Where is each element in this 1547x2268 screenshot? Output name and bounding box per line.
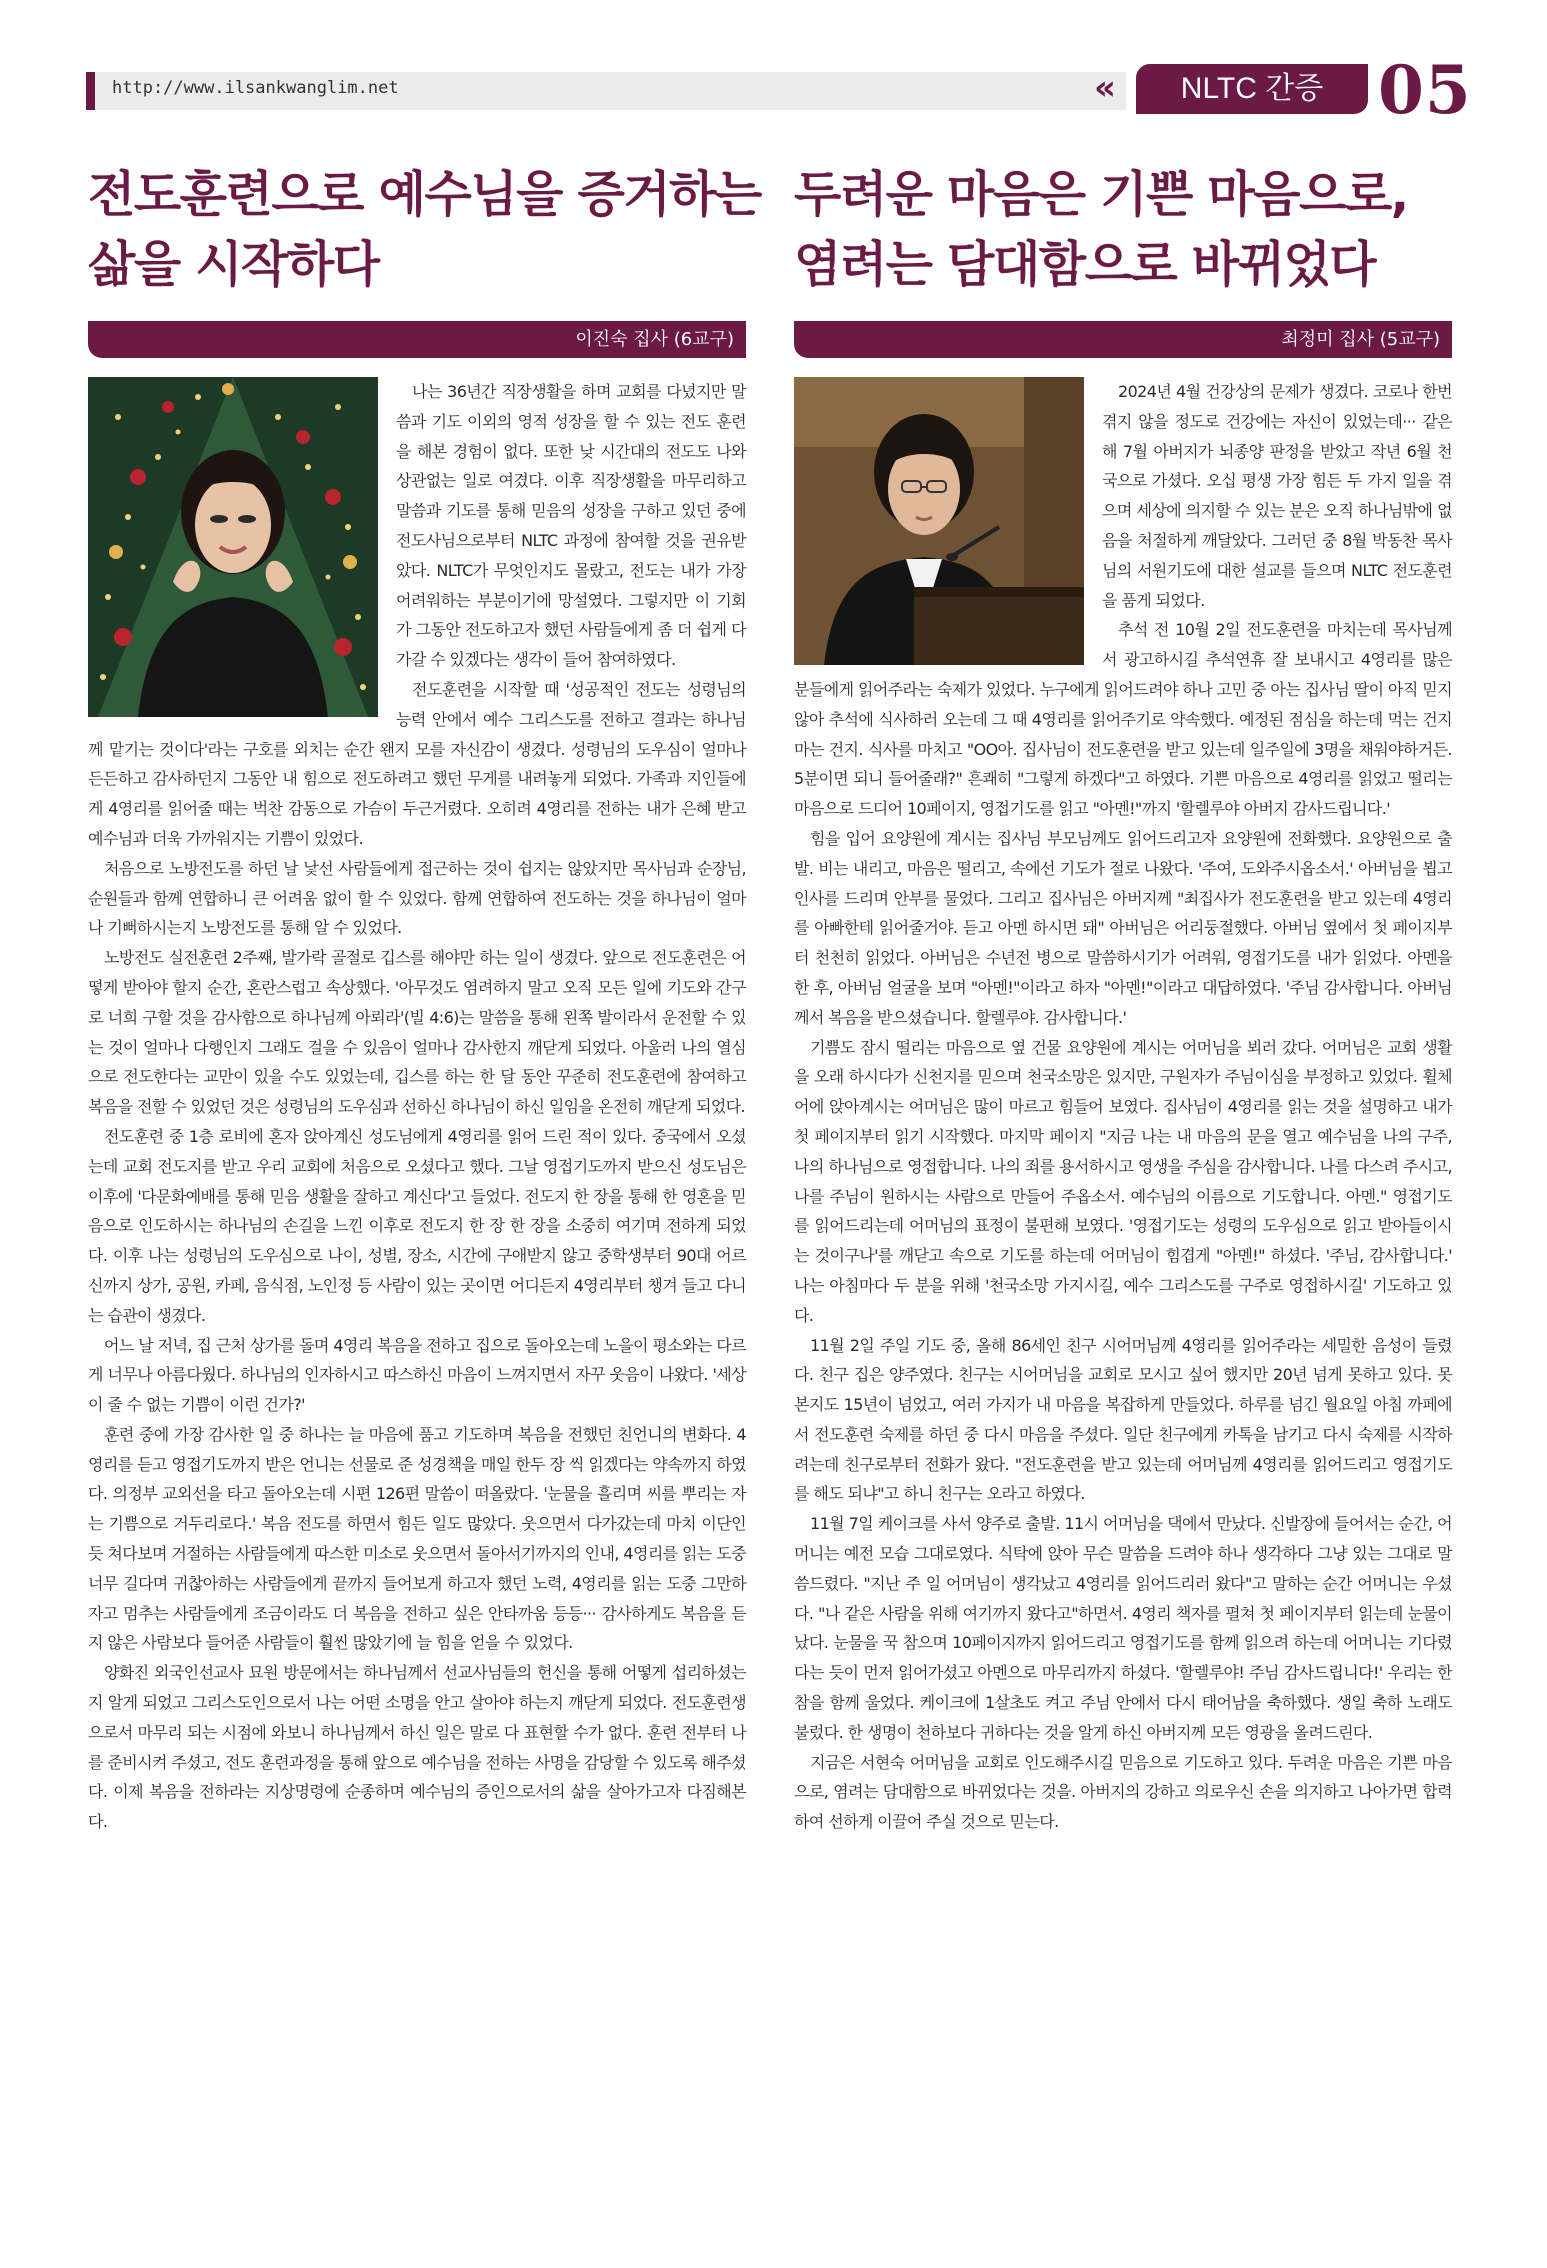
left-article-title bbox=[88, 160, 761, 308]
left-paragraph: 어느 날 저녁, 집 근처 상가를 돌며 4영리 복음을 전하고 집으로 돌아오는데 노을이 평소와는 다르게 너무나 아름다웠다. 하나님의 인자하시고 따스하신 마음이 느껴지면서 자꾸 웃음이 나왔다. '세상이 줄 수 없는 기쁨이 이런 건가?' bbox=[88, 1335, 746, 1415]
right-title-line-2: 염려는 담대함으로 바뀌었다 bbox=[794, 236, 1376, 293]
double-chevron-left-icon: « bbox=[1094, 68, 1116, 108]
right-article-byline: 최정미 집사 (5교구) bbox=[794, 321, 1452, 358]
right-paragraph: 11월 7일 케이크를 사서 양주로 출발. 11시 어머님을 댁에서 만났다. 신발장에 들어서는 순간, 어머니는 예전 모습 그대로였다. 식탁에 앉아 무슨 말씀을 드려야 하나 생각하다 그냥 있는 그대로 말씀드렸다. "지난 주 일 어머님이 생각났고 4영리를 읽어드리러 왔다"고 말하는 순간 어머니는 우셨다. "나 같은 사람을 위해 여기까지 왔다고"하면서. 4영리 책자를 펼쳐 첫 페이지부터 읽는데 눈물이 났다. 눈물을 꾹 참으며 10페이지까지 읽어드리고 영접기도를 함께 읽으려 하는데 어머니는 기다렸다는 듯이 먼저 읽어가셨고 아멘으로 마무리까지 하셨다. '할렐루야! 주님 감사드립니다!' 우리는 한참을 함께 울었다. 케이크에 1살초도 켜고 주님 안에서 다시 태어남을 축하했다. 생일 축하 노래도 불렀다. 한 생명이 천하보다 귀하다는 것을 알게 하신 아버지께 모든 영광을 올려드린다. bbox=[794, 1514, 1452, 1742]
left-paragraph: 훈련 중에 가장 감사한 일 중 하나는 늘 마음에 품고 기도하며 복음을 전했던 친언니의 변화다. 4영리를 듣고 영접기도까지 받은 언니는 선물로 준 성경책을 매일 한두 장 씩 읽겠다는 약속까지 하였다. 의정부 교외선을 타고 돌아오는데 시편 126편 말씀이 떠올랐다. '눈물을 흘리며 씨를 뿌리는 자는 기쁨으로 거두리로다.' 복음 전도를 하면서 힘든 일도 많았다. 웃으면서 다가갔는데 마치 이단인 듯 쳐다보며 거절하는 사람들에게 따스한 미소로 웃으면서 돌아서기까지의 인내, 4영리를 읽는 도중 너무 길다며 귀찮아하는 사람들에게 끝까지 들어보게 하고자 했던 노력, 4영리를 읽는 도중 그만하자고 멈추는 사람들에게 조금이라도 더 복음을 전하고 싶은 안타까움 등등··· 감사하게도 복음을 듣지 않은 사람보다 들어준 사람들이 훨씬 많았기에 늘 힘을 얻을 수 있었다. bbox=[88, 1424, 746, 1653]
woman-podium-microphone-photo bbox=[794, 377, 1084, 665]
right-article-title bbox=[794, 160, 1452, 308]
right-title-line-1: 두려운 마음은 기쁜 마음으로, bbox=[794, 166, 1408, 223]
right-paragraph: 지금은 서현숙 어머님을 교회로 인도해주시길 믿음으로 기도하고 있다. 두려운 마음은 기쁜 마음으로, 염려는 담대함으로 바뀌었다는 것을. 아버지의 강하고 의로우신 손을 의지하고 나아가면 합력하여 선하게 이끌어 주실 것으로 믿는다. bbox=[794, 1752, 1452, 1832]
website-url[interactable]: http://www.ilsankwanglim.net bbox=[112, 78, 399, 98]
right-article bbox=[794, 160, 1452, 1837]
page-header bbox=[0, 0, 1547, 130]
page-number: 05 bbox=[1378, 51, 1472, 129]
left-paragraph: 노방전도 실전훈련 2주째, 발가락 골절로 깁스를 해야만 하는 일이 생겼다. 앞으로 전도훈련은 어떻게 받아야 할지 순간, 혼란스럽고 속상했다. '아무것도 염려하지 말고 오직 모든 일에 기도와 간구로 너희 구할 것을 감사함으로 하나님께 아뢰라'(빌 4:6)는 말씀을 통해 왼쪽 발이라서 운전할 수 있는 것이 얼마나 다행인지 그래도 걸을 수 있음이 얼마나 감사한지 깨닫게 되었다. 아울러 나의 열심으로 전도한다는 교만이 있을 수도 있었는데, 깁스를 하는 한 달 동안 꾸준히 전도훈련에 참여하고 복음을 전할 수 있었던 것은 성령님의 도우심과 선하신 하나님이 하신 일임을 온전히 깨닫게 되었다. bbox=[88, 948, 746, 1117]
left-paragraph: 전도훈련을 시작할 때 '성공적인 전도는 성령님의 능력 안에서 예수 그리스도를 전하고 결과는 하나님께 맡기는 것이다'라는 구호를 외치는 순간 왠지 모를 자신감이 생겼다. 성령님의 도우심이 얼마나 든든하고 감사하던지 그동안 내 힘으로 전도하려고 했던 무게를 내려놓게 되었다. 가족과 지인들에게 4영리를 읽어줄 때는 벅찬 감동으로 가슴이 두근거렸다. 오히려 4영리를 전하는 내가 은혜 받고 예수님과 더욱 가까워지는 기쁨이 있었다. bbox=[88, 679, 746, 848]
left-paragraph: 나는 36년간 직장생활을 하며 교회를 다녔지만 말씀과 기도 이외의 영적 성장을 할 수 있는 전도 훈련을 해본 경험이 없다. 또한 낮 시간대의 전도도 나와 상관없는 일로 여겼다. 이후 직장생활을 마무리하고 말씀과 기도를 통해 믿음의 성장을 구하고 있던 중에 전도사님으로부터 NLTC 과정에 참여할 것을 권유받았다. NLTC가 무엇인지도 몰랐고, 전도는 내가 가장 어려워하는 부분이기에 망설였다. 그렇지만 이 기회가 그동안 전도하고자 했던 사람들에게 좀 더 쉽게 다가갈 수 있겠다는 생각이 들어 참여하였다. bbox=[396, 382, 746, 670]
right-paragraph: 2024년 4월 건강상의 문제가 생겼다. 코로나 한번 겪지 않을 정도로 건강에는 자신이 있었는데··· 같은 해 7월 아버지가 뇌종양 판정을 받았고 작년 6월 천국으로 가셨다. 오십 평생 가장 힘든 두 가지 일을 겪으며 세상에 의지할 수 있는 분은 오직 하나님밖에 없음을 처절하게 깨달았다. 그러던 중 8월 박동찬 목사님의 서원기도에 대한 설교를 들으며 NLTC 전도훈련을 품게 되었다. bbox=[1102, 382, 1452, 610]
right-paragraph: 추석 전 10월 2일 전도훈련을 마치는데 목사님께서 광고하시길 추석연휴 잘 보내시고 4영리를 많은 분들에게 읽어주라는 숙제가 있었다. 누구에게 읽어드려야 하나 고민 중 아는 집사님 딸이 아직 믿지 않아 추석에 식사하러 오는데 그 때 4영리를 읽어주기로 약속했다. 예정된 점심을 하는데 먹는 건지 마는 건지. 식사를 마치고 "OO아. 집사님이 전도훈련을 받고 있는데 일주일에 3명을 채워야하거든. 5분이면 되니 들어줄래?" 흔쾌히 "그렇게 하겠다"고 하였다. 기쁜 마음으로 4영리를 읽었고 떨리는 마음으로 드디어 10페이지, 영접기도를 읽고 "아멘!"까지 '할렐루야 아버지 감사드립니다.' bbox=[794, 620, 1452, 819]
section-label: NLTC 간증 bbox=[1136, 64, 1368, 114]
right-paragraph: 11월 2일 주일 기도 중, 올해 86세인 친구 시어머님께 4영리를 읽어주라는 세밀한 음성이 들렸다. 친구 집은 양주였다. 친구는 시어머님을 교회로 모시고 싶어 했지만 20년 넘게 못하고 있다. 못 본지도 15년이 넘었고, 여러 가지가 내 마음을 복잡하게 만들었다. 하루를 넘긴 월요일 아침 까페에서 전도훈련 숙제를 하던 중 다시 마음을 주셨다. 일단 친구에게 카톡을 남기고 다시 숙제를 시작하려는데 친구로부터 전화가 왔다. "전도훈련을 받고 있는데 어머님께 4영리를 읽어드리고 영접기도를 해도 되냐"고 하니 친구는 오라고 하였다. bbox=[794, 1335, 1452, 1504]
url-bar-accent bbox=[86, 72, 95, 110]
left-title-line-1: 전도훈련으로 예수님을 증거하는 bbox=[88, 166, 761, 223]
right-article-body bbox=[794, 377, 1452, 1837]
left-paragraph: 전도훈련 중 1층 로비에 혼자 앉아계신 성도님에게 4영리를 읽어 드린 적이 있다. 중국에서 오셨는데 교회 전도지를 받고 우리 교회에 처음으로 오셨다고 했다. 그날 영접기도까지 받으신 성도님은 이후에 '다문화예배를 통해 믿음 생활을 잘하고 계신다'고 들었다. 전도지 한 장을 통해 한 영혼을 믿음으로 인도하시는 하나님의 손길을 느낀 이후로 전도지 한 장 한 장을 소중히 여기며 전하게 되었다. 이후 나는 성령님의 도우심으로 나이, 성별, 장소, 시간에 구애받지 않고 중학생부터 90대 어르신까지 상가, 공원, 카페, 음식점, 노인정 등 사람이 있는 곳이면 어디든지 4영리부터 챙겨 들고 다니는 습관이 생겼다. bbox=[88, 1126, 746, 1325]
left-title-line-2: 삶을 시작하다 bbox=[88, 236, 379, 293]
left-article-byline: 이진숙 집사 (6교구) bbox=[88, 321, 746, 358]
right-paragraph: 힘을 입어 요양원에 계시는 집사님 부모님께도 읽어드리고자 요양원에 전화했다. 요양원으로 출발. 비는 내리고, 마음은 떨리고, 속에선 기도가 절로 나왔다. '주여, 도와주시옵소서.' 아버님을 뵙고 인사를 드리며 안부를 물었다. 그리고 집사님은 아버지께 "최집사가 전도훈련을 받고 있는데 4영리를 아빠한테 읽어줄거야. 듣고 아멘 하시면 돼" 아버님은 어리둥절했다. 아버님 옆에서 첫 페이지부터 천천히 읽었다. 아버님은 수년전 병으로 말씀하시기가 어려워, 영접기도를 내가 읽었다. 아멘을 한 후, 아버님 얼굴을 보며 "아멘!"이라고 하자 "아멘!"이라고 대답하였다. '주님 감사합니다. 아버님께서 복음을 받으셨습니다. 할렐루야. 감사합니다.' bbox=[794, 828, 1452, 1027]
left-paragraph: 처음으로 노방전도를 하던 날 낯선 사람들에게 접근하는 것이 쉽지는 않았지만 목사님과 순장님, 순원들과 함께 연합하니 큰 어려움 없이 할 수 있었다. 함께 연합하여 전도하는 것을 하나님이 얼마나 기뻐하시는지 노방전도를 통해 알 수 있었다. bbox=[88, 858, 746, 938]
woman-christmas-tree-photo bbox=[88, 377, 378, 717]
left-article-body bbox=[88, 377, 746, 1837]
left-article bbox=[88, 160, 761, 1837]
left-paragraph: 양화진 외국인선교사 묘원 방문에서는 하나님께서 선교사님들의 헌신을 통해 어떻게 섭리하셨는지 알게 되었고 그리스도인으로서 나는 어떤 소명을 안고 살아야 하는지 깨닫게 되었다. 전도훈련생으로서 마무리 되는 시점에 와보니 하나님께서 하신 일은 말로 다 표현할 수가 없다. 훈련 전부터 나를 준비시켜 주셨고, 전도 훈련과정을 통해 앞으로 예수님을 전하는 사명을 감당할 수 있도록 해주셨다. 이제 복음을 전하라는 지상명령에 순종하며 예수님의 증인으로서의 삶을 살아가고자 다짐해본다. bbox=[88, 1663, 746, 1832]
right-paragraph: 기쁨도 잠시 떨리는 마음으로 옆 건물 요양원에 계시는 어머님을 뵈러 갔다. 어머님은 교회 생활을 오래 하시다가 신천지를 믿으며 천국소망은 있지만, 구원자가 주님이심을 부정하고 있었다. 휠체어에 앉아계시는 어머님은 많이 마르고 힘들어 보였다. 집사님이 4영리를 읽는 것을 설명하고 내가 첫 페이지부터 읽기 시작했다. 마지막 페이지 "지금 나는 내 마음의 문을 열고 예수님을 나의 구주, 나의 하나님으로 영접합니다. 나의 죄를 용서하시고 영생을 주심을 감사합니다. 나를 다스려 주시고, 나를 주님이 원하시는 사람으로 만들어 주옵소서. 예수님의 이름으로 기도합니다. 아멘." 영접기도를 읽어드리는데 어머님의 표정이 불편해 보였다. '영접기도는 성령의 도우심으로 읽고 받아들이시는 것이구나'를 깨닫고 속으로 기도를 하는데 어머님이 힘겹게 "아멘!" 하셨다. '주님, 감사합니다.' 나는 아침마다 두 분을 위해 '천국소망 가지시길, 예수 그리스도를 구주로 영접하시길' 기도하고 있다. bbox=[794, 1037, 1452, 1325]
